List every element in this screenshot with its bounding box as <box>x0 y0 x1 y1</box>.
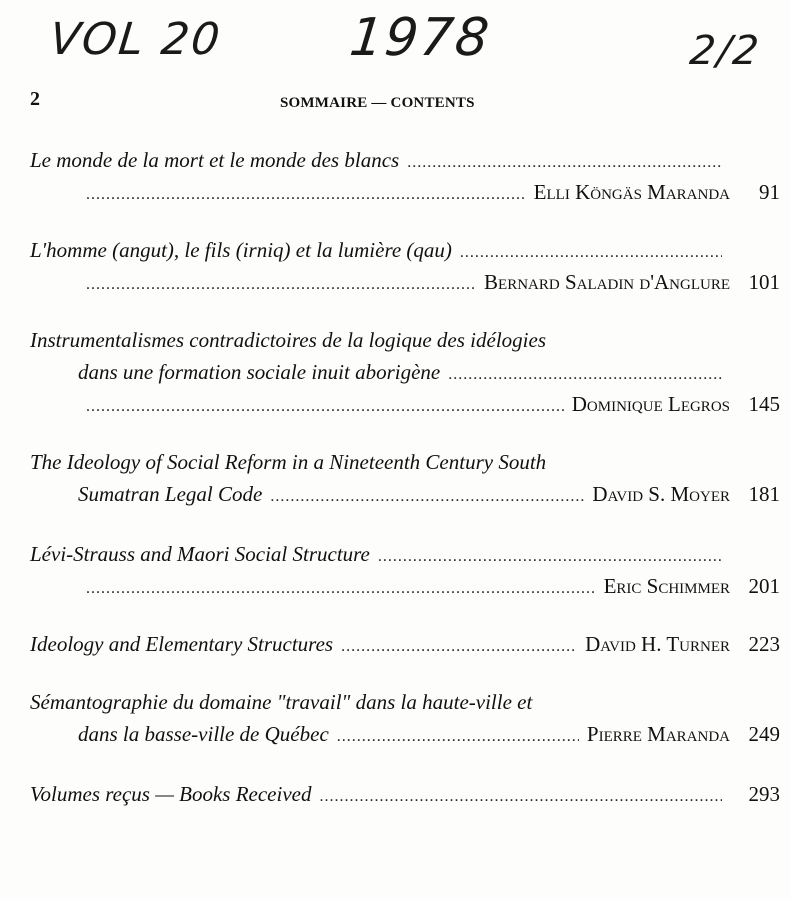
contents-header: SOMMAIRE — CONTENTS <box>280 95 475 111</box>
toc-entry <box>30 782 780 814</box>
dot-leader <box>86 398 564 416</box>
entry-title: The Ideology of Social Reform in a Nineteenth Century South <box>30 450 547 474</box>
entry-page: 223 <box>748 632 780 656</box>
handwritten-year: 1978 <box>346 8 494 68</box>
page-number: 2 <box>30 88 40 110</box>
entry-title: Le monde de la mort et le monde des blancs <box>30 148 400 172</box>
entry-page: 181 <box>748 482 780 506</box>
toc-entry <box>30 690 780 754</box>
entry-page: 293 <box>748 782 780 806</box>
entry-author: Elli Köngäs Maranda <box>533 180 730 204</box>
toc-entry <box>30 632 780 664</box>
entry-title: L'homme (angut), le fils (irniq) et la lumière (qau) <box>30 238 452 262</box>
toc-entry <box>30 450 780 514</box>
entry-title-continued: dans la basse-ville de Québec <box>78 722 329 746</box>
toc-entry <box>30 328 780 424</box>
entry-page: 249 <box>748 722 780 746</box>
entry-title: Instrumentalismes contradictoires de la logique des idélogies <box>30 328 546 352</box>
entry-title: Volumes reçus — Books Received <box>30 782 312 806</box>
dot-leader <box>407 154 722 172</box>
entry-title: Ideology and Elementary Structures <box>30 632 334 656</box>
handwritten-part: 2/2 <box>687 28 763 74</box>
toc-entry <box>30 148 780 212</box>
handwritten-volume: VOL 20 <box>47 14 224 65</box>
entry-author: Dominique Legros <box>571 392 730 416</box>
entry-author: David S. Moyer <box>592 482 730 506</box>
entry-author: Bernard Saladin d'Anglure <box>484 270 730 294</box>
entry-title: Sémantographie du domaine "travail" dans la haute-ville et <box>30 690 533 714</box>
dot-leader <box>460 244 722 262</box>
entry-author: Pierre Maranda <box>586 722 730 746</box>
dot-leader <box>337 728 579 746</box>
entry-page: 145 <box>748 392 780 416</box>
dot-leader <box>86 580 596 598</box>
entry-title-continued: dans une formation sociale inuit aborigène <box>78 360 441 384</box>
entry-author: David H. Turner <box>585 632 730 656</box>
dot-leader <box>319 788 722 806</box>
entry-title: Lévi-Strauss and Maori Social Structure <box>30 542 370 566</box>
dot-leader <box>378 548 722 566</box>
dot-leader <box>86 276 476 294</box>
dot-leader <box>341 638 577 656</box>
entry-page: 201 <box>748 574 780 598</box>
toc-entry <box>30 238 780 302</box>
toc-entry <box>30 542 780 606</box>
entry-page: 101 <box>748 270 780 294</box>
dot-leader <box>86 186 526 204</box>
entry-title-continued: Sumatran Legal Code <box>78 482 263 506</box>
dot-leader <box>270 488 584 506</box>
dot-leader <box>448 366 722 384</box>
entry-author: Eric Schimmer <box>603 574 730 598</box>
entry-page: 91 <box>759 180 780 204</box>
